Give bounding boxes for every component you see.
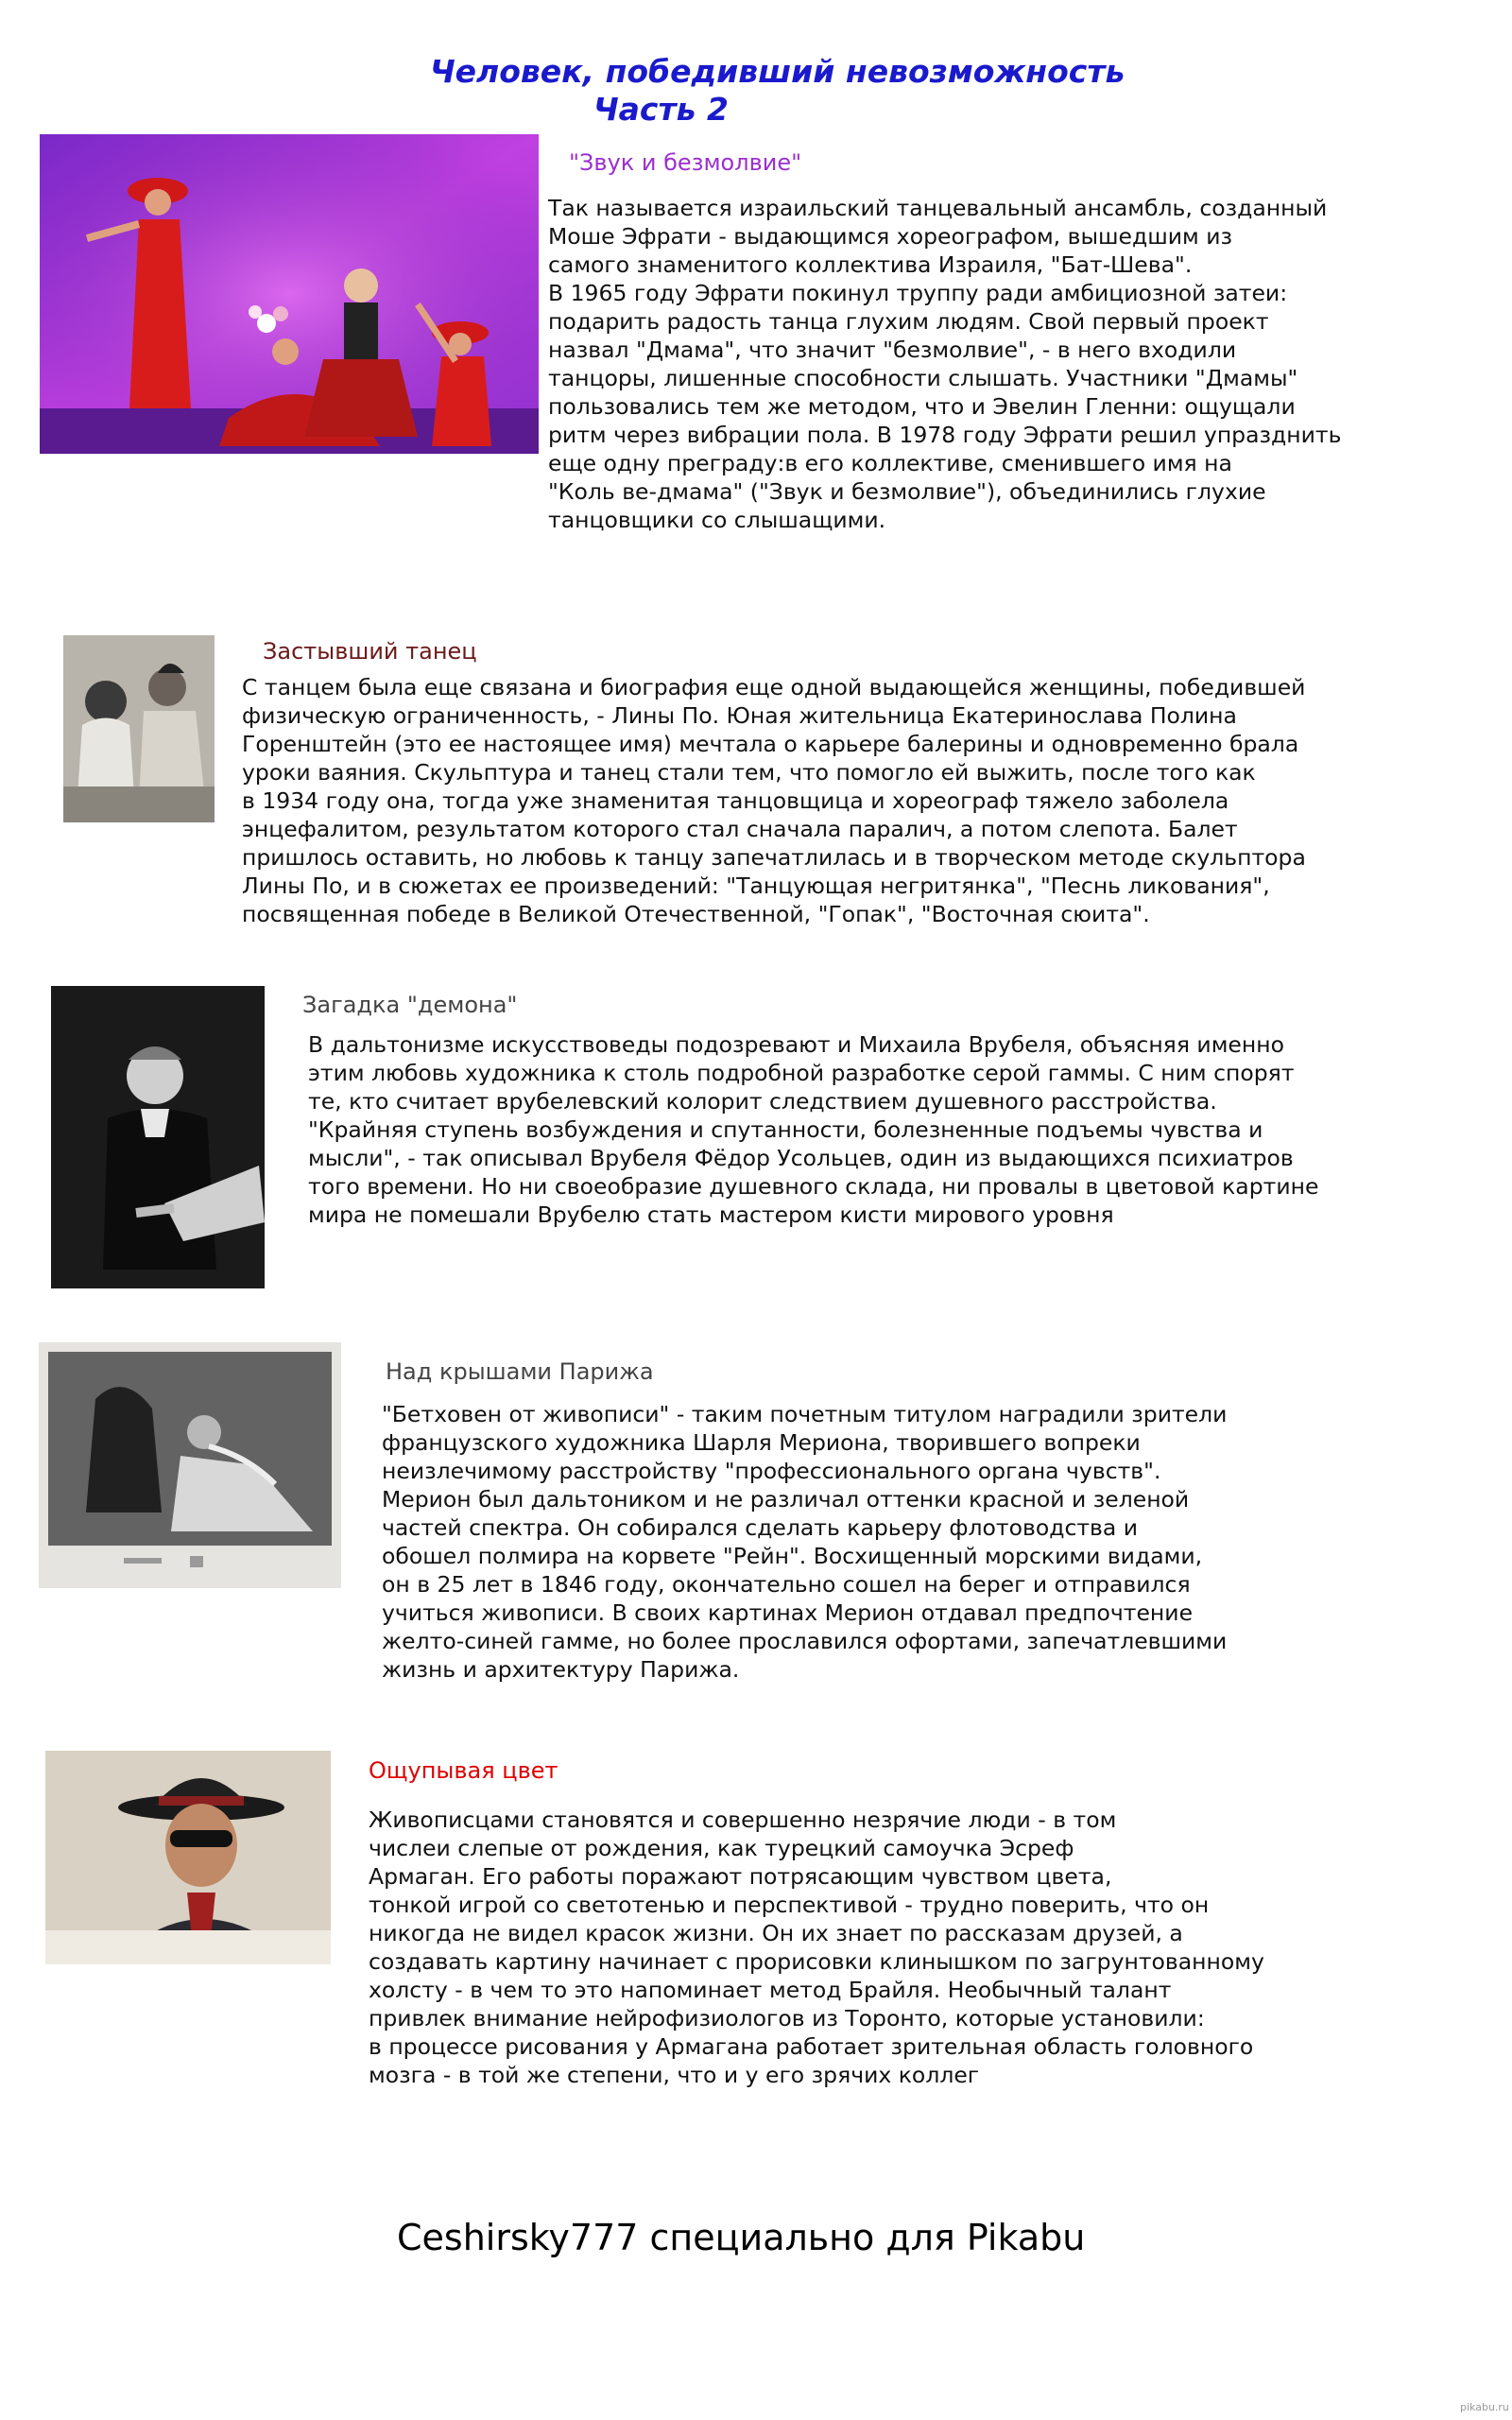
section-heading-demon-riddle: Загадка "демона" [302,992,518,1018]
section-text-demon-riddle: В дальтонизме искусствоведы подозревают и Михаила Врубеля, объясняя именно этим любовь художника к столь подробной разработке серой гаммы. С ним спорят те, кто считает врубелевский колорит следствием душевного расстройства. "Крайняя ступень возбуждения и спутанности, болезненные подъемы чувства и мысли", - так описывал Врубеля Фёдор Усольцев, один из выдающихся психиатров того времени. Но ни своеобразие душевного склада, ни провалы в цветовой картине мира не помешали Врубелю стать мастером кисти мирового уровня [308,1031,1319,1228]
page-subtitle: Часть 2 [593,91,729,128]
armagan-photo [45,1751,331,1964]
section-heading-over-paris: Над крышами Парижа [386,1358,654,1385]
section-heading-frozen-dance: Застывший танец [263,638,477,665]
dance-ensemble-photo [40,134,539,454]
section-heading-sound-and-silence: "Звук и безмолвие" [569,149,802,176]
vrubel-photo [51,986,265,1288]
section-text-feeling-color: Живописцами становятся и совершенно незрячие люди - в том числеи слепые от рождения, как турецкий самоучка Эсреф Армаган. Его работы поражают потрясающим чувством цвета, тонкой игрой со светотенью и перспективой - трудно поверить, что он никогда не видел красок жизни. Он их знает по рассказам друзей, а создавать картину начинает с прорисовки клинышком по загрунтованному холсту - в чем то это напоминает метод Брайля. Необычный талант привлек внимание нейрофизиологов из Торонто, которые установили: в процессе рисования у Армагана работает зрительная область головного мозга - в той же степени, что и у его зрячих коллег [369,1806,1264,2088]
page-title: Человек, победивший невозможность [430,53,1125,90]
section-text-sound-and-silence: Так называется израильский танцевальный ансамбль, созданный Моше Эфрати - выдающимся хореографом, вышедшим из самого знаменитого коллектива Израиля, "Бат-Шева". В 1965 году Эфрати покинул труппу ради амбициозной затеи: подарить радость танца глухим людям. Свой первый проект назвал "Дмама", что значит "безмолвие", - в него входили танцоры, лишенные способности слышать. Участники "Дмамы" пользовались тем же методом, что и Эвелин Гленни: ощущали ритм через вибрации пола. В 1978 году Эфрати решил упразднить еще одну преграду:в его коллективе, сменившего имя на "Коль ве-дмама" ("Звук и безмолвие"), объединились глухие танцовщики со слышащими. [548,195,1342,533]
meryon-etching-image [39,1342,341,1588]
section-text-frozen-dance: С танцем была еще связана и биография еще одной выдающейся женщины, победившей физическую ограниченность, - Лины По. Юная жительница Екатеринослава Полина Горенштейн (это ее настоящее имя) мечтала о карьере балерины и одновременно брала уроки ваяния. Скульптура и танец стали тем, что помогло ей выжить, после того как в 1934 году она, тогда уже знаменитая танцовщица и хореограф тяжело заболела энцефалитом, результатом которого стал сначала паралич, а потом слепота. Балет пришлось оставить, но любовь к танцу запечатлилась и в творческом методе скульптора Лины По, и в сюжетах ее произведений: "Танцующая негритянка", "Песнь ликования", посвященная победе в Великой Отечественной, "Гопак", "Восточная сюита". [242,674,1306,927]
lina-po-photo [63,635,215,822]
site-watermark: pikabu.ru [1460,2401,1509,2413]
author-credit: Ceshirsky777 специально для Pikabu [397,2217,1086,2258]
section-heading-feeling-color: Ощупывая цвет [369,1757,558,1784]
section-text-over-paris: "Бетховен от живописи" - таким почетным титулом наградили зрители французского художника Шарля Мериона, творившего вопреки неизлечимому расстройству "профессионального органа чувств". Мерион был дальтоником и не различал оттенки красной и зеленой частей спектра. Он собирался сделать карьеру флотоводства и обошел полмира на корвете "Рейн". Восхищенный морскими видами, он в 25 лет в 1846 году, окончательно сошел на берег и отправился учиться живописи. В своих картинах Мерион отдавал предпочтение желто-синей гамме, но более прославился офортами, запечатлевшими жизнь и архитектуру Парижа. [382,1401,1228,1683]
